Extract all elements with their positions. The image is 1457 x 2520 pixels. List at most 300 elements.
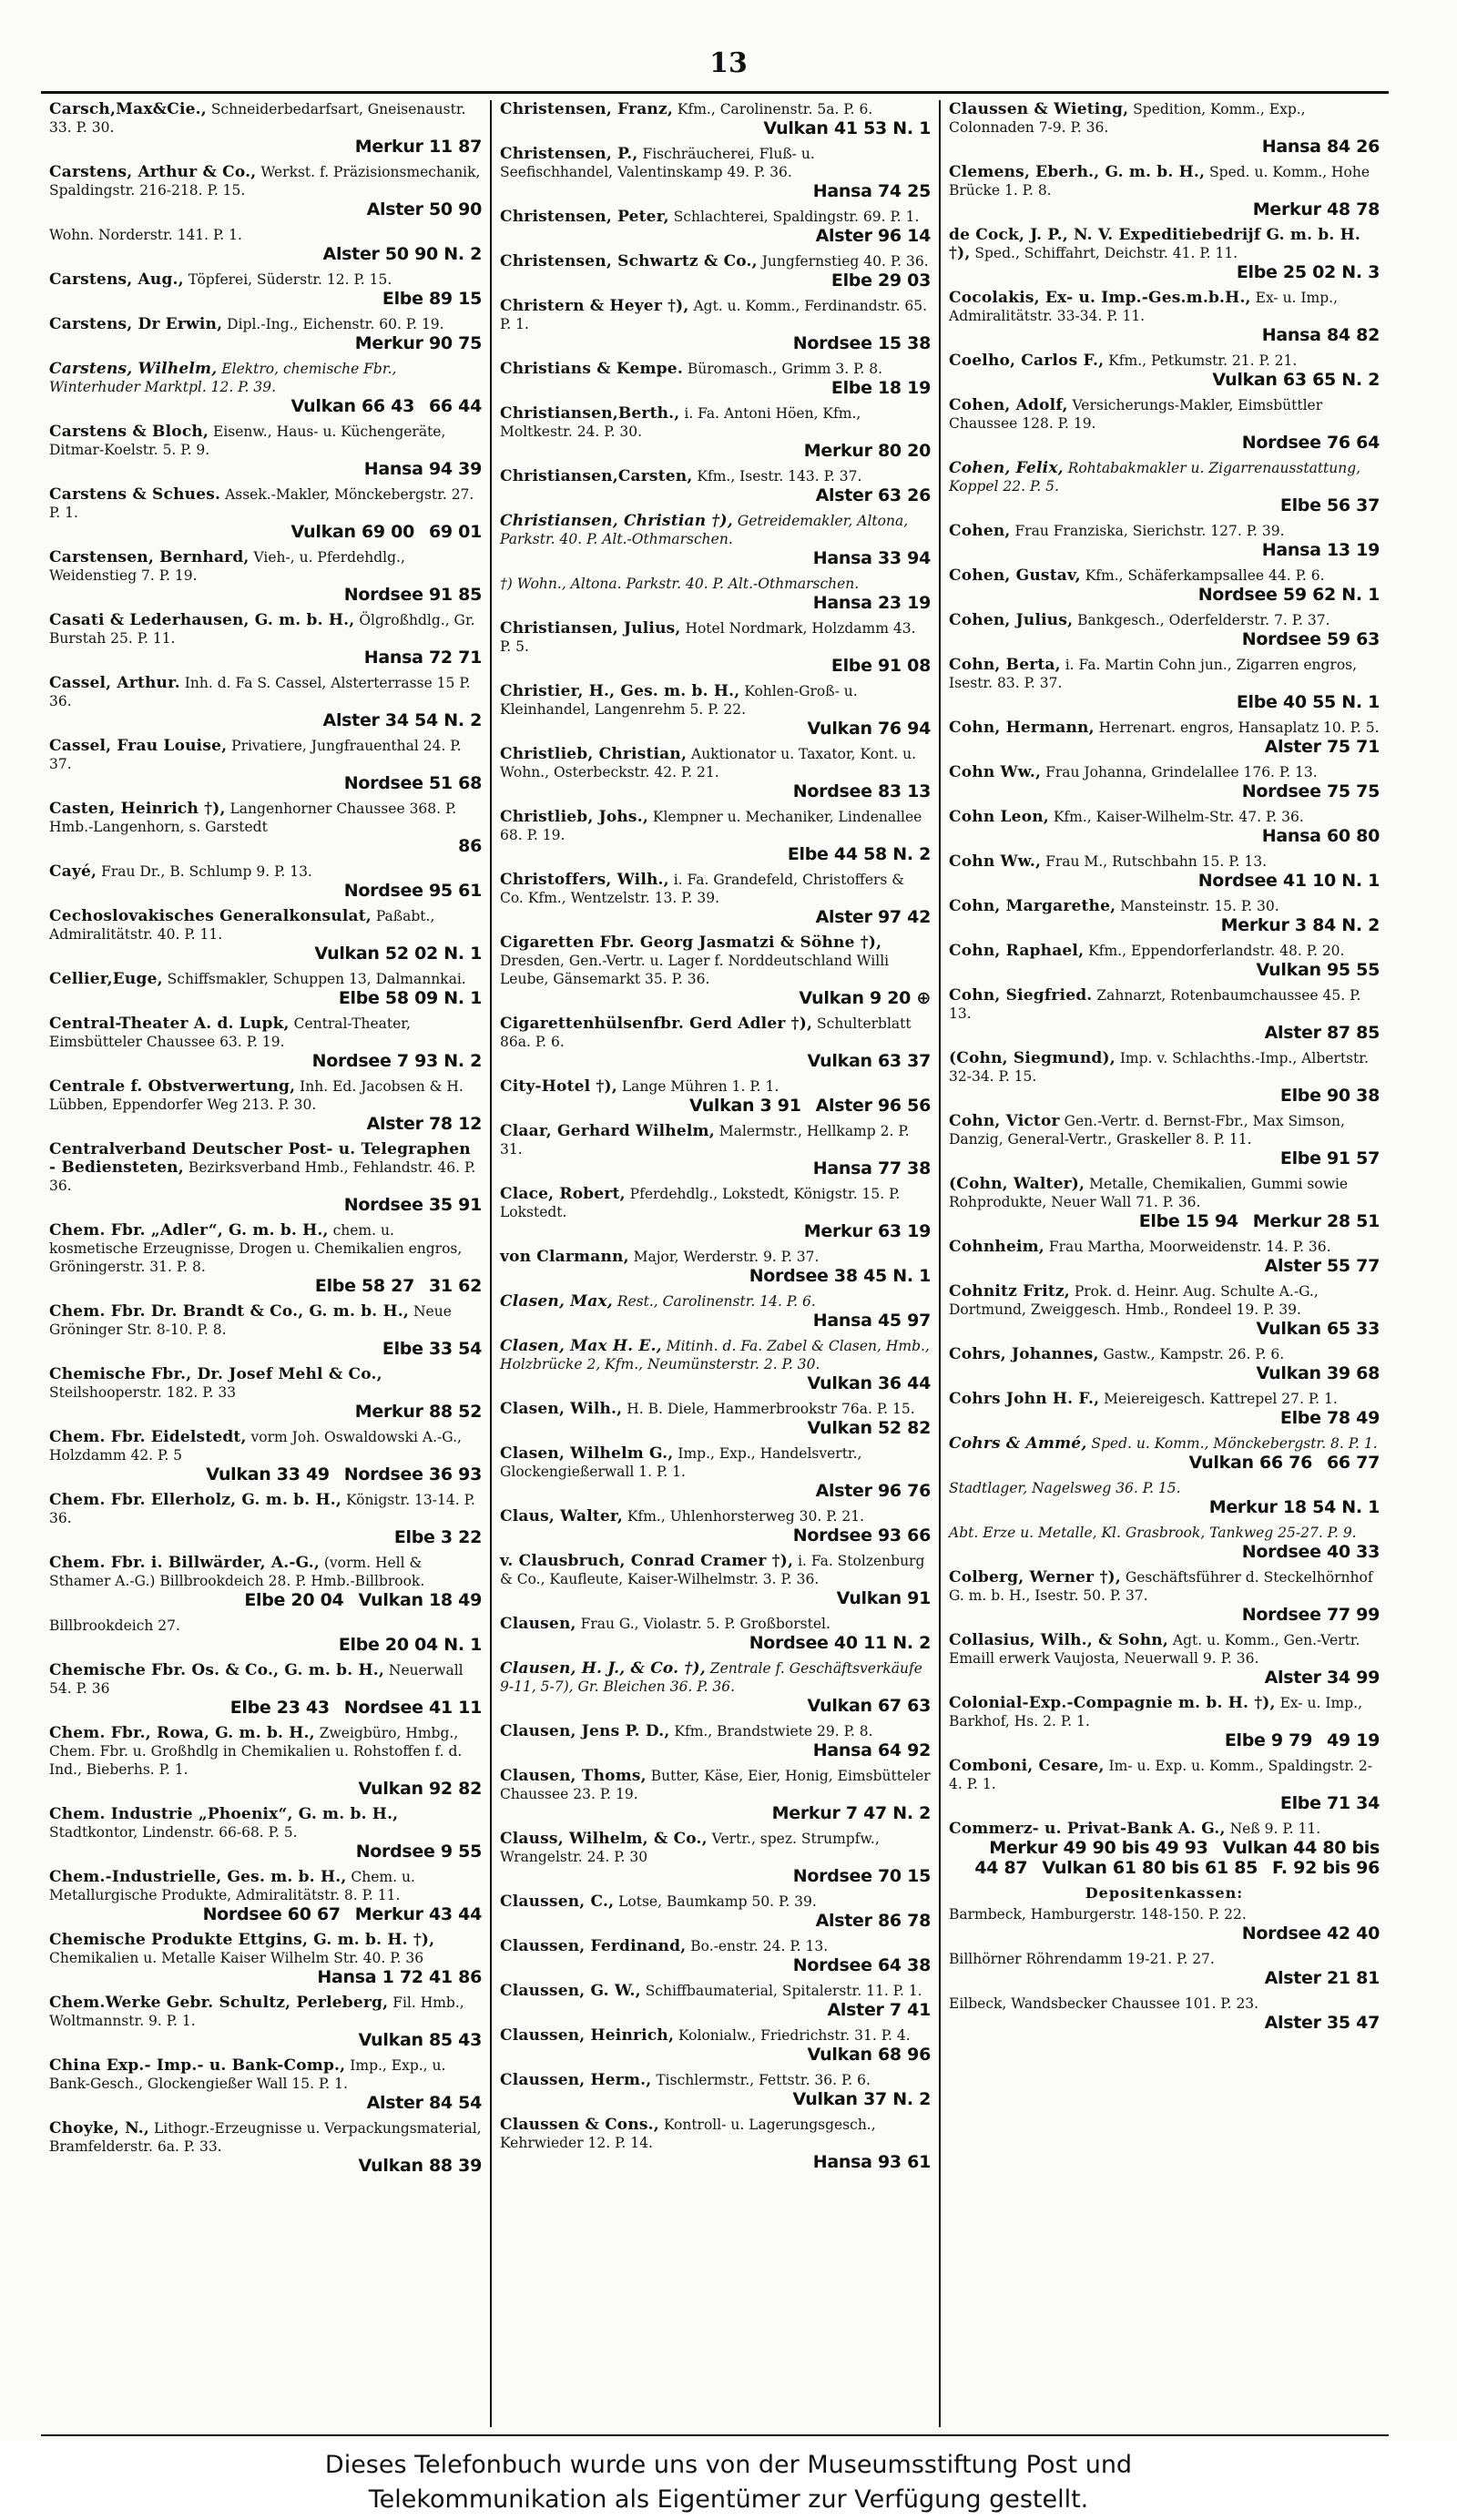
phone-number: Alster 55 77: [1264, 1256, 1380, 1276]
phone-number: Alster 75 71: [1264, 737, 1380, 757]
entry-name: (Cohn, Siegmund),: [949, 1049, 1116, 1067]
entry-name: Chemische Fbr., Dr. Josef Mehl & Co.,: [49, 1365, 382, 1383]
entry-name: Carsch,Max&Cie.,: [49, 100, 207, 118]
directory-entry: [500, 1400, 931, 1438]
directory-entry: [49, 1015, 482, 1071]
entry-name: Chemische Fbr. Os. & Co., G. m. b. H.,: [49, 1661, 384, 1679]
entry-name: Chemische Produkte Ettgins, G. m. b. H. †),: [49, 1931, 435, 1949]
entry-details: Tischlermstr., Fettstr. 36. P. 6.: [656, 2072, 871, 2088]
entry-phone-numbers: [500, 1803, 931, 1823]
entry-details: Agt. u. Komm., Gen.-Vertr. Emaill erwerk Vaujosta, Neuerwall 9. P. 36.: [949, 1632, 1360, 1667]
directory-entry: [949, 522, 1380, 560]
entry-name: Clasen, Wilhelm G.,: [500, 1444, 674, 1463]
directory-entry: [500, 2116, 931, 2172]
entry-name: Cechoslovakisches Generalkonsulat,: [49, 907, 372, 925]
phone-number: Hansa 13 19: [1261, 540, 1380, 560]
phone-number: Vulkan 85 43: [358, 2030, 482, 2050]
entry-name: Choyke, N.,: [49, 2119, 150, 2137]
entry-name: Cellier,Euge,: [49, 970, 163, 988]
entry-phone-numbers: [49, 1842, 482, 1862]
entry-phone-numbers: [49, 585, 482, 605]
entry-details: Neuerwall 54. P. 36: [49, 1662, 464, 1697]
entry-name: Cohen, Julius,: [949, 611, 1074, 629]
entry-details: Frau Johanna, Grindelallee 176. P. 13.: [1045, 764, 1318, 780]
entry-details: Lotse, Baumkamp 50. P. 39.: [618, 1893, 817, 1910]
entry-details: Gastw., Kampstr. 26. P. 6.: [1103, 1346, 1285, 1362]
entry-phone-numbers: [949, 1086, 1380, 1106]
phone-number: Hansa 72 71: [363, 648, 482, 668]
entry-phone-numbers: [500, 1525, 931, 1546]
entry-details: (vorm. Hell & Sthamer A.-G.) Billbrookdeich 28. P. Hmb.-Billbrook.: [49, 1555, 425, 1589]
directory-entry: [49, 1302, 482, 1359]
directory-entry: [49, 970, 482, 1008]
entry-phone-numbers: [949, 1023, 1380, 1043]
directory-entry: [949, 352, 1380, 390]
entry-details: Schiffsmakler, Schuppen 13, Dalmannkai.: [167, 971, 466, 987]
phone-number: Merkur 49 90 bis 49 93: [989, 1838, 1208, 1858]
directory-entry: [949, 1568, 1380, 1625]
entry-details: i. Fa. Stolzenburg & Co., Kaufleute, Kaiser-Wilhelmstr. 3. P. 36.: [500, 1553, 925, 1587]
column-3: [939, 100, 1388, 2427]
entry-name: Christlieb, Christian,: [500, 745, 688, 763]
entry-details: i. Fa. Grandefeld, Christoffers & Co. Kfm., Wentzelstr. 13. P. 39.: [500, 872, 905, 906]
branch-details: Barmbeck, Hamburgerstr. 148-150. P. 22.: [949, 1906, 1247, 1923]
entry-phone-numbers: [49, 881, 482, 901]
directory-entry: [500, 252, 931, 291]
entry-name: Christians & Kempe.: [500, 360, 683, 378]
entry-name: Christlieb, Johs.,: [500, 808, 648, 826]
phone-number: Elbe 20 04 N. 1: [338, 1635, 482, 1655]
entry-phone-numbers: [500, 2089, 931, 2109]
entry-phone-numbers: [500, 1418, 931, 1438]
entry-phone-numbers: [500, 441, 931, 461]
entry-details: i. Fa. Martin Cohn jun., Zigarren engros, Isestr. 83. P. 37.: [949, 657, 1358, 691]
entry-details: Frau Franziska, Sierichstr. 127. P. 39.: [1014, 523, 1285, 539]
entry-name: Cohn Ww.,: [949, 763, 1042, 781]
entry-phone-numbers: [949, 826, 1380, 846]
entry-phone-numbers: [949, 1838, 1380, 1878]
phone-number: Alster 96 14: [815, 226, 931, 246]
directory-entry: [49, 163, 482, 219]
directory-entry: [500, 1893, 931, 1931]
phone-number: Nordsee 40 11 N. 2: [749, 1633, 931, 1653]
entry-details: Inh. Ed. Jacobsen & H. Lübben, Eppendorfer Weg 213. P. 30.: [49, 1078, 464, 1113]
entry-details: Wohn. Norderstr. 141. P. 1.: [49, 227, 242, 243]
phone-number: Vulkan 66 43: [290, 396, 414, 416]
phone-number: Alster 7 41: [827, 2000, 931, 2020]
phone-number: Vulkan 92 82: [358, 1779, 482, 1799]
phone-number: Vulkan 65 33: [1256, 1319, 1380, 1339]
entry-phone-numbers: [49, 1276, 482, 1296]
entry-details: Imp., Exp., Handelsvertr., Glockengießerwall 1. P. 1.: [500, 1445, 862, 1480]
entry-phone-numbers: [949, 1730, 1380, 1750]
entry-phone-numbers: [949, 781, 1380, 801]
phone-number: Nordsee 15 38: [792, 333, 931, 353]
directory-entry: [49, 737, 482, 793]
entry-details: Schneiderbedarfsart, Gneisenaustr. 33. P. 30.: [49, 101, 466, 136]
entry-details: Sped. u. Komm., Hohe Brücke 1. P. 8.: [949, 164, 1370, 199]
entry-phone-numbers: [49, 199, 482, 219]
entry-name: Christiansen,Berth.,: [500, 404, 680, 423]
entry-phone-numbers: [49, 244, 482, 264]
entry-details: Zweigbüro, Hmbg., Chem. Fbr. u. Großhdlg in Chemikalien u. Rohstoffen f. d. Ind., Bieberhs. P. 1.: [49, 1725, 463, 1778]
entry-phone-numbers: [949, 915, 1380, 935]
entry-phone-numbers: [949, 585, 1380, 605]
phone-number: Elbe 18 19: [830, 378, 931, 398]
entry-details: Kfm., Brandstwiete 29. P. 8.: [674, 1723, 873, 1740]
entry-phone-numbers: [49, 289, 482, 309]
directory-entry: [500, 467, 931, 505]
directory-entry: [949, 611, 1380, 649]
entry-phone-numbers: [49, 773, 482, 793]
directory-entry: [949, 763, 1380, 801]
phone-number: Alster 34 54 N. 2: [322, 710, 482, 730]
directory-entry: [500, 1830, 931, 1886]
entry-name: Casten, Heinrich †),: [49, 800, 226, 818]
entry-name: Cayé,: [49, 862, 97, 881]
entry-details: Vieh-, u. Pferdehdlg., Weidenstieg 7. P. 19.: [49, 549, 405, 584]
entry-details: Frau M., Rutschbahn 15. P. 13.: [1045, 853, 1268, 870]
entry-name: Clausen,: [500, 1615, 576, 1633]
directory-entry: [49, 2119, 482, 2176]
entry-phone-numbers: [500, 2152, 931, 2172]
entry-details: Klempner u. Mechaniker, Lindenallee 68. P. 19.: [500, 809, 922, 843]
entry-name: Christier, H., Ges. m. b. H.,: [500, 682, 740, 700]
phone-number: Alster 50 90: [366, 199, 482, 219]
phone-number: Nordsee 41 11: [343, 1698, 482, 1718]
directory-entry: [949, 1434, 1380, 1473]
directory-entry: [500, 1615, 931, 1653]
entry-details: Sped., Schiffahrt, Deichstr. 41. P. 11.: [974, 245, 1238, 261]
phone-number: Vulkan 67 63: [807, 1696, 931, 1716]
entry-phone-numbers: [500, 1633, 931, 1653]
entry-phone-numbers: [949, 1319, 1380, 1339]
entry-phone-numbers: [949, 199, 1380, 219]
branch-entry: [949, 1995, 1380, 2033]
phone-number: Vulkan 36 44: [807, 1373, 931, 1393]
entry-phone-numbers: [49, 2093, 482, 2113]
entry-phone-numbers: [949, 1668, 1380, 1688]
entry-phone-numbers: [49, 1402, 482, 1422]
entry-details: Sped. u. Komm., Mönckebergstr. 8. P. 1.: [1091, 1435, 1378, 1452]
entry-phone-numbers: [500, 333, 931, 353]
directory-entry: [500, 1982, 931, 2020]
entry-name: Chem. Fbr. „Adler“, G. m. b. H.,: [49, 1221, 329, 1240]
entry-details: Lithogr.-Erzeugnisse u. Verpackungsmaterial, Bramfelderstr. 6a. P. 33.: [49, 2120, 482, 2155]
phone-number: Elbe 25 02 N. 3: [1236, 262, 1380, 282]
entry-phone-numbers: [500, 181, 931, 201]
branch-entry: [949, 1950, 1380, 1988]
entry-details: †) Wohn., Altona. Parkstr. 40. P. Alt.-Othmarschen.: [500, 576, 860, 592]
phone-number: Merkur 7 47 N. 2: [771, 1803, 931, 1823]
entry-name: Christern & Heyer †),: [500, 297, 689, 315]
entry-phone-numbers: [49, 988, 482, 1008]
entry-phone-numbers: [500, 485, 931, 505]
directory-entry: [949, 226, 1380, 282]
entry-details: Mitinh. d. Fa. Zabel & Clasen, Hmb., Holzbrücke 2, Kfm., Neumünsterstr. 2. P. 30.: [500, 1338, 930, 1372]
entry-details: Prok. d. Heinr. Aug. Schulte A.-G., Dortmund, Zweiggesch. Hmb., Rondeel 19. P. 39.: [949, 1283, 1319, 1318]
entry-details: Kfm., Uhlenhorsterweg 30. P. 21.: [627, 1508, 865, 1525]
phone-number: Elbe 89 15: [382, 289, 482, 309]
entry-phone-numbers: [500, 2045, 931, 2065]
phone-number: Alster 35 47: [1264, 2013, 1380, 2033]
entry-phone-numbers: [949, 1211, 1380, 1231]
phone-number: Vulkan 68 96: [807, 2045, 931, 2065]
entry-name: Clemens, Eberh., G. m. b. H.,: [949, 163, 1206, 181]
entry-name: Coelho, Carlos F.,: [949, 352, 1105, 370]
entry-name: Cohnheim,: [949, 1238, 1044, 1256]
directory-entry: [500, 1937, 931, 1975]
entry-name: Claussen, Ferdinand,: [500, 1937, 687, 1955]
entry-name: Chem.-Industrielle, Ges. m. b. H.,: [49, 1868, 347, 1886]
entry-name: Carstens, Dr Erwin,: [49, 315, 223, 333]
phone-number: Nordsee 41 10 N. 1: [1197, 871, 1380, 891]
entry-details: Frau G., Violastr. 5. P. Großborstel.: [580, 1616, 830, 1632]
entry-phone-numbers: [500, 1158, 931, 1178]
entry-phone-numbers: [949, 540, 1380, 560]
entry-details: Neue Gröninger Str. 8-10. P. 8.: [49, 1303, 452, 1338]
entry-name: Cigarettenhülsenfbr. Gerd Adler †),: [500, 1015, 813, 1033]
entry-name: Colonial-Exp.-Compagnie m. b. H. †),: [949, 1694, 1276, 1712]
entry-name: Christiansen, Christian †),: [500, 512, 733, 530]
entry-phone-numbers: [49, 396, 482, 416]
directory-entry: [500, 404, 931, 461]
entry-details: Getreidemakler, Altona, Parkstr. 40. P. Alt.-Othmarschen.: [500, 513, 909, 547]
entry-details: Schulterblatt 86a. P. 6.: [500, 1015, 912, 1050]
entry-phone-numbers: [949, 1923, 1380, 1944]
entry-name: Cohen, Felix,: [949, 459, 1064, 477]
entry-name: Christoffers, Wilh.,: [500, 871, 669, 889]
entry-details: Vertr., spez. Strumpfw., Wrangelstr. 24. P. 30: [500, 1831, 880, 1865]
phone-number: Nordsee 64 38: [792, 1955, 931, 1975]
phone-number: Vulkan 33 49: [206, 1464, 330, 1484]
phone-number: Merkur 90 75: [354, 333, 482, 353]
entry-name: Claussen, Herm.,: [500, 2071, 652, 2089]
entry-name: Carstens & Bloch,: [49, 423, 209, 441]
entry-details: Königstr. 13-14. P. 36.: [49, 1492, 475, 1526]
entry-phone-numbers: [949, 871, 1380, 891]
entry-details: Rest., Carolinenstr. 14. P. 6.: [616, 1293, 816, 1310]
entry-name: Clausen, H. J., & Co. †),: [500, 1659, 706, 1678]
entry-phone-numbers: [500, 656, 931, 676]
directory-entry: [500, 1337, 931, 1393]
entry-name: v. Clausbruch, Conrad Cramer †),: [500, 1552, 794, 1570]
entry-phone-numbers: [949, 692, 1380, 712]
entry-details: Steilshooperstr. 182. P. 33: [49, 1384, 237, 1401]
phone-number: Vulkan 37 N. 2: [792, 2089, 931, 2109]
entry-phone-numbers: [949, 325, 1380, 345]
phone-number: Vulkan 76 94: [807, 719, 931, 739]
directory-entry: [500, 297, 931, 353]
entry-details: Kolonialw., Friedrichstr. 31. P. 4.: [678, 2027, 911, 2044]
branches-heading: Depositenkassen:: [1085, 1884, 1244, 1902]
phone-number: Elbe 40 55 N. 1: [1236, 692, 1380, 712]
entry-name: Cohrs & Ammé,: [949, 1434, 1087, 1453]
entry-details: vorm Joh. Oswaldowski A.-G., Holzdamm 42. P. 5: [49, 1429, 462, 1464]
phone-number: Elbe 15 94: [1138, 1211, 1238, 1231]
phone-number: Alster 34 99: [1264, 1668, 1380, 1688]
entry-name: Clasen, Wilh.,: [500, 1400, 623, 1418]
entry-details: Ex- u. Imp., Barkhof, Hs. 2. P. 1.: [949, 1695, 1362, 1729]
footer-line-1: Dieses Telefonbuch wurde uns von der Museumsstiftung Post und: [324, 2451, 1133, 2479]
directory-entry: [500, 682, 931, 739]
entry-details: Fischräucherei, Fluß- u. Seefischhandel, Valentinskamp 49. P. 36.: [500, 146, 815, 180]
directory-entry: [500, 1122, 931, 1178]
directory-entry: [49, 1365, 482, 1422]
entry-details: Frau Martha, Moorweidenstr. 14. P. 36.: [1048, 1239, 1331, 1255]
directory-entry: [49, 1554, 482, 1610]
entry-name: Cassel, Arthur.: [49, 674, 180, 692]
entry-details: Auktionator u. Taxator, Kont. u. Wohn., Osterbeckstr. 42. P. 21.: [500, 746, 917, 780]
entry-phone-numbers: [500, 1696, 931, 1716]
entry-name: Christiansen, Julius,: [500, 619, 681, 638]
entry-name: Carstens, Wilhelm,: [49, 360, 218, 378]
branch-details: Billhörner Röhrendamm 19-21. P. 27.: [949, 1951, 1215, 1967]
phone-number: Nordsee 83 13: [792, 781, 931, 801]
entry-phone-numbers: [49, 459, 482, 479]
phone-number: Merkur 11 87: [354, 137, 482, 157]
entry-phone-numbers: [949, 1408, 1380, 1428]
phone-number: Nordsee 59 63: [1241, 629, 1380, 649]
entry-phone-numbers: [500, 270, 931, 291]
directory-entry: [500, 1077, 931, 1116]
directory-entry: [949, 1049, 1380, 1106]
directory-entry: [49, 674, 482, 730]
entry-phone-numbers: [500, 1311, 931, 1331]
entry-name: Chem. Fbr. Ellerholz, G. m. b. H.,: [49, 1491, 342, 1509]
entry-name: Cocolakis, Ex- u. Imp.-Ges.m.b.H.,: [949, 289, 1251, 307]
phone-number: Alster 84 54: [366, 2093, 482, 2113]
entry-name: Centralverband Deutscher Post- u. Telegraphen - Bediensteten,: [49, 1140, 471, 1177]
entry-name: Christensen, P.,: [500, 145, 638, 163]
entry-phone-numbers: [49, 1339, 482, 1359]
directory-entry: [949, 852, 1380, 891]
entry-phone-numbers: [49, 1195, 482, 1215]
entry-details: Privatiere, Jungfrauenthal 24. P. 37.: [49, 738, 462, 772]
entry-details: Major, Werderstr. 9. P. 37.: [633, 1249, 820, 1265]
directory-entry: [949, 1112, 1380, 1168]
entry-details: Billbrookdeich 27.: [49, 1617, 180, 1634]
entry-phone-numbers: [49, 137, 482, 157]
entry-phone-numbers: [49, 944, 482, 964]
directory-entry: [949, 1631, 1380, 1688]
phone-number: Merkur 88 52: [354, 1402, 482, 1422]
phone-number: Alster 86 78: [815, 1911, 931, 1931]
phone-number: Hansa 64 92: [812, 1740, 931, 1760]
phone-number: Nordsee 40 33: [1241, 1542, 1380, 1562]
entry-phone-numbers: [49, 522, 482, 542]
phone-number: Hansa 45 97: [812, 1311, 931, 1331]
entry-details: Dresden, Gen.-Vertr. u. Lager f. Norddeutschland Willi Leube, Gänsemarkt 35. P. 36.: [500, 953, 890, 987]
phone-number: Elbe 3 22: [393, 1527, 482, 1547]
phone-number: Hansa 23 19: [812, 593, 931, 613]
directory-entry: [500, 1659, 931, 1716]
phone-number: Merkur 3 84 N. 2: [1220, 915, 1380, 935]
entry-name: Clasen, Max H. E.,: [500, 1337, 662, 1355]
entry-phone-numbers: [49, 1114, 482, 1134]
phone-number: F. 92 bis 96: [1272, 1858, 1380, 1878]
entry-name: Clausen, Thoms,: [500, 1767, 647, 1785]
branch-details: Eilbeck, Wandsbecker Chaussee 101. P. 23.: [949, 1995, 1259, 2012]
directory-entry: [49, 1428, 482, 1484]
phone-number: Hansa 84 82: [1261, 325, 1380, 345]
entry-name: Cohen,: [949, 522, 1011, 540]
entry-details: Chemikalien u. Metalle Kaiser Wilhelm Str. 40. P. 36: [49, 1950, 424, 1966]
entry-details: H. B. Diele, Hammerbrookstr 76a. P. 15.: [627, 1401, 915, 1417]
directory-entry: [500, 1767, 931, 1823]
entry-details: Schlachterei, Spaldingstr. 69. P. 1.: [673, 209, 920, 225]
directory-entry: [949, 1238, 1380, 1276]
entry-phone-numbers: [949, 960, 1380, 980]
entry-details: Abt. Erze u. Metalle, Kl. Grasbrook, Tankweg 25-27. P. 9.: [949, 1525, 1357, 1541]
phone-number: Vulkan 52 02 N. 1: [314, 944, 482, 964]
entry-details: Kfm., Carolinenstr. 5a. P. 6.: [677, 101, 873, 117]
entry-details: Butter, Käse, Eier, Honig, Eimsbütteler Chaussee 23. P. 19.: [500, 1768, 931, 1802]
phone-number: Hansa 60 80: [1261, 826, 1380, 846]
entry-phone-numbers: [949, 1605, 1380, 1625]
phone-number: Elbe 29 03: [830, 270, 931, 291]
phone-number: Elbe 44 58 N. 2: [787, 844, 931, 864]
directory-entry: [49, 907, 482, 964]
entry-name: Claussen, C.,: [500, 1893, 615, 1911]
directory-entry: [500, 1552, 931, 1608]
entry-details: Imp., Exp., u. Bank-Gesch., Glockengießer Wall 15. P. 1.: [49, 2057, 446, 2092]
phone-number: Nordsee 36 93: [343, 1464, 482, 1484]
entry-phone-numbers: [500, 378, 931, 398]
entry-details: Assek.-Makler, Mönckebergstr. 27. P. 1.: [49, 486, 474, 521]
directory-entry: [49, 485, 482, 542]
entry-details: Kfm., Schäferkampsallee 44. P. 6.: [1085, 567, 1325, 584]
entry-name: Cohn, Berta,: [949, 656, 1061, 674]
directory-entry: [949, 1345, 1380, 1383]
footer-rule: [41, 2434, 1389, 2436]
directory-entry: [500, 1722, 931, 1760]
entry-details: Lange Mühren 1. P. 1.: [621, 1078, 779, 1095]
entry-details: Imp. v. Schlachths.-Imp., Albertstr. 32-34. P. 15.: [949, 1050, 1369, 1085]
directory-entry: [49, 100, 482, 157]
directory-entry: [949, 1175, 1380, 1231]
directory-columns: [41, 100, 1389, 2427]
entry-details: Fil. Hmb., Woltmannstr. 9. P. 1.: [49, 1995, 464, 2029]
entry-details: Kfm., Eppendorferlandstr. 48. P. 20.: [1088, 943, 1345, 959]
phone-number: Elbe 71 34: [1279, 1793, 1380, 1813]
entry-details: Elektro, chemische Fbr., Winterhuder Marktpl. 12. P. 39.: [49, 361, 397, 395]
entry-name: Cohn Leon,: [949, 808, 1049, 826]
entry-phone-numbers: [949, 1256, 1380, 1276]
entry-details: Töpferei, Süderstr. 12. P. 15.: [188, 271, 392, 288]
phone-number: Vulkan 63 65 N. 2: [1212, 370, 1380, 390]
phone-number: Vulkan 41 53 N. 1: [763, 118, 931, 138]
entry-name: Collasius, Wilh., & Sohn,: [949, 1631, 1168, 1649]
phone-number: Nordsee 9 55: [355, 1842, 482, 1862]
phone-number: Nordsee 51 68: [343, 773, 482, 793]
entry-phone-numbers: [500, 1266, 931, 1286]
entry-name: Carstens, Arthur & Co.,: [49, 163, 257, 181]
phone-number: Vulkan 66 76: [1188, 1453, 1312, 1473]
phone-number: 69 01: [429, 522, 482, 542]
entry-name: Chem. Fbr. Eidelstedt,: [49, 1428, 247, 1446]
directory-entry: [500, 1185, 931, 1241]
entry-name: Cohn, Margarethe,: [949, 897, 1116, 915]
phone-number: Nordsee 77 99: [1241, 1605, 1380, 1625]
phone-number: Merkur 28 51: [1252, 1211, 1380, 1231]
entry-phone-numbers: [49, 1590, 482, 1610]
entry-name: Clausen, Jens P. D.,: [500, 1722, 670, 1740]
entry-details: Büromasch., Grimm 3. P. 8.: [687, 361, 883, 377]
phone-number: Vulkan 61 80 bis 61 85: [1042, 1858, 1258, 1878]
directory-entry: [500, 208, 931, 246]
directory-entry: [949, 986, 1380, 1043]
